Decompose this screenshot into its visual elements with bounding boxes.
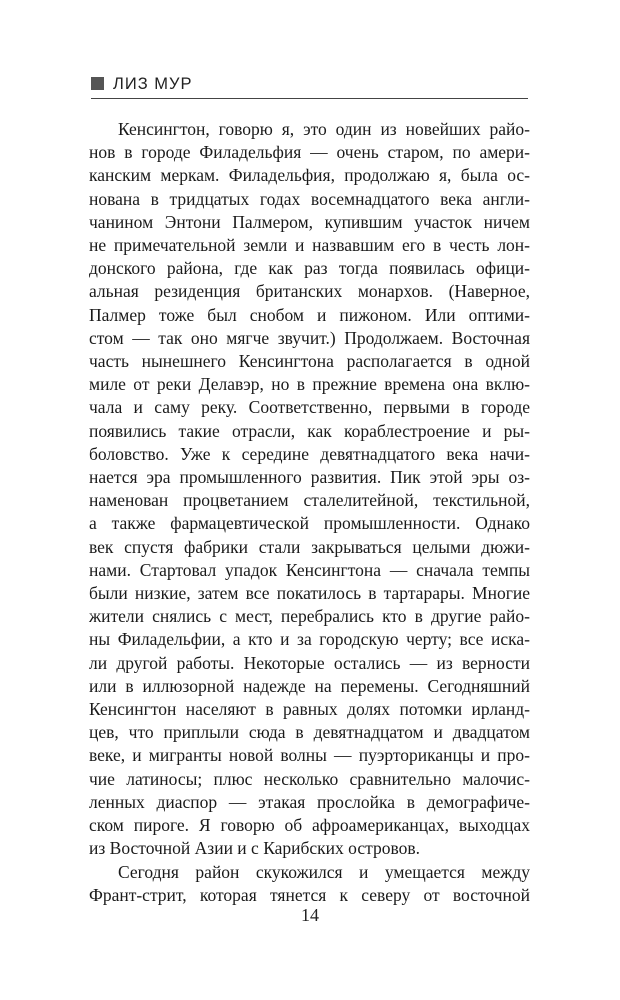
text-line: Кенсингтон населяют в равных долях потомки ирланд-: [89, 699, 530, 720]
header-title: ЛИЗ МУР: [113, 75, 193, 93]
body-text: [89, 118, 530, 907]
text-line: веке, и мигранты новой волны — пуэрториканцы и про-: [89, 745, 530, 766]
text-line: ны Филадельфии, а кто и за городскую черту; все иска-: [89, 629, 530, 650]
text-line: альная резиденция британских монархов. (Наверное,: [89, 281, 530, 302]
text-line: часть нынешнего Кенсингтона располагается в одной: [89, 351, 530, 372]
text-line: ском пироге. Я говорю об афроамериканцах, выходцах: [89, 815, 530, 836]
text-line: Кенсингтон, говорю я, это один из новейших райо-: [118, 119, 530, 139]
text-line: из Восточной Азии и с Карибских островов.: [89, 838, 421, 859]
text-line: не примечательной земли и назвавшим его в честь лон-: [89, 235, 530, 256]
text-line: стом — так оно мягче звучит.) Продолжаем. Восточная: [89, 327, 530, 348]
running-header: [91, 74, 528, 96]
text-line: ли другой работы. Некоторые остались — из верности: [89, 652, 530, 673]
text-line: канским меркам. Филадельфия, продолжаю я, была ос-: [89, 165, 530, 186]
text-line: чала и саму реку. Соответственно, первыми в городе: [89, 397, 530, 418]
text-line: донского района, где как раз тогда появилась офици-: [89, 258, 530, 279]
text-line: век спустя фабрики стали закрываться целыми дюжи-: [89, 536, 530, 557]
text-line: наменован процветанием сталелитейной, текстильной,: [89, 490, 530, 511]
header-divider: [91, 98, 528, 99]
text-line: появились такие отрасли, как кораблестроение и ры-: [89, 420, 530, 441]
text-line: а также фармацевтической промышленности. Однако: [89, 513, 530, 534]
text-line: жители снялись с мест, перебрались кто в другие райо-: [89, 606, 530, 627]
text-line: были низкие, затем все покатилось в тартарары. Многие: [89, 583, 530, 604]
header-square-icon: [91, 77, 104, 90]
text-line: цев, что приплыли сюда в девятнадцатом и двадцатом: [89, 722, 530, 743]
text-line: чанином Энтони Палмером, купившим участок ничем: [89, 211, 530, 232]
text-line: нована в тридцатых годах восемнадцатого века англи-: [89, 188, 530, 209]
text-line: нается эра промышленного развития. Пик этой эры оз-: [89, 467, 530, 488]
text-line: миле от реки Делавэр, но в прежние времена она вклю-: [89, 374, 530, 395]
page-number: 14: [301, 905, 319, 925]
text-line: Палмер тоже был снобом и пижоном. Или оптими-: [89, 304, 530, 325]
text-line: нов в городе Филадельфия — очень старом, по амери-: [89, 142, 530, 163]
text-line: нами. Стартовал упадок Кенсингтона — сначала темпы: [89, 559, 530, 580]
text-line: ленных диаспор — этакая прослойка в демографиче-: [89, 791, 530, 812]
text-line: Франт-стрит, которая тянется к северу от восточной: [89, 884, 530, 905]
text-line: чие латиносы; плюс несколько сравнительно малочис-: [89, 768, 530, 789]
text-line: боловство. Уже к середине девятнадцатого века начи-: [89, 443, 530, 464]
text-line: Сегодня район скукожился и умещается между: [118, 861, 530, 882]
text-line: или в иллюзорной надежде на перемены. Сегодняшний: [89, 675, 530, 696]
